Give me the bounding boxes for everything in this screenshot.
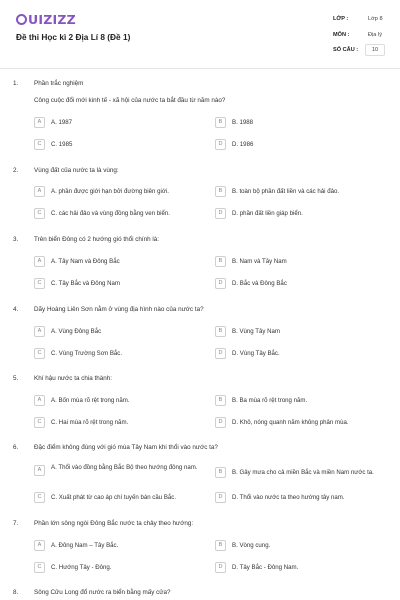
option-a[interactable] — [34, 540, 204, 554]
option-text: C. Hai mùa rõ rệt trong năm. — [51, 419, 129, 426]
question-text: Phần lớn sông ngòi Đông Bắc nước ta chảy theo hướng: — [34, 520, 194, 527]
option-c[interactable] — [34, 562, 204, 576]
option-text: A. Đông Nam – Tây Bắc. — [51, 542, 119, 549]
option-d[interactable] — [215, 208, 385, 222]
question-number: 5. — [13, 375, 19, 382]
option-letter-box: D — [215, 562, 226, 573]
question-count-value: 10 — [371, 47, 379, 53]
option-letter-box: B — [215, 540, 226, 551]
option-text: A. phần được giới hạn bởi đường biên giới. — [51, 188, 169, 195]
option-text: A. Bốn mùa rõ rệt trong năm. — [51, 397, 130, 404]
option-text: D. Khô, nóng quanh năm không phân mùa. — [232, 419, 349, 426]
option-d[interactable] — [215, 492, 385, 506]
option-text: A. Tây Nam và Đông Bắc — [51, 258, 120, 265]
option-d[interactable] — [215, 562, 385, 576]
option-letter-box: D — [215, 348, 226, 359]
question-number: 1. — [13, 80, 19, 87]
option-letter-box: A — [34, 395, 45, 406]
option-letter-box: D — [215, 492, 226, 503]
option-letter-box: A — [34, 465, 45, 476]
option-c[interactable] — [34, 278, 204, 292]
option-c[interactable] — [34, 492, 204, 506]
option-text: A. Thổi vào đồng bằng Bắc Bộ theo hướng đông nam. — [51, 464, 198, 471]
question-number: 2. — [13, 167, 19, 174]
option-c[interactable] — [34, 417, 204, 431]
option-text: B. Gây mưa cho cả miền Bắc và miền Nam nước ta. — [232, 469, 374, 476]
option-text: C. các hải đảo và vùng đồng bằng ven biển. — [51, 210, 170, 217]
option-letter-box: D — [215, 139, 226, 150]
question-text: Đặc điểm không đúng với gió mùa Tây Nam khi thổi vào nước ta? — [34, 444, 218, 451]
option-text: C. 1985 — [51, 141, 73, 148]
option-letter-box: A — [34, 186, 45, 197]
option-text: A. 1987 — [51, 119, 73, 126]
page-title: Đề thi Học kì 2 Địa Lí 8 (Đề 1) — [16, 32, 131, 42]
option-d[interactable] — [215, 348, 385, 362]
question-text: Công cuộc đổi mới kinh tế - xã hội của nước ta bắt đầu từ năm nào? — [34, 97, 226, 104]
option-text: C. Xuất phát từ cao áp chí tuyến bán cầu Bắc. — [51, 494, 177, 501]
header-divider — [0, 68, 400, 69]
subject-info — [333, 32, 388, 38]
question-text: Sông Cửu Long đổ nước ra biển bằng mấy cửa? — [34, 589, 171, 596]
logo-q-icon — [16, 14, 27, 25]
quizizz-logo[interactable] — [16, 12, 76, 27]
option-a[interactable] — [34, 326, 204, 340]
question-count-info — [333, 47, 388, 53]
option-a[interactable] — [34, 465, 204, 479]
option-letter-box: B — [215, 186, 226, 197]
option-b[interactable] — [215, 326, 385, 340]
option-letter-box: B — [215, 395, 226, 406]
option-c[interactable] — [34, 139, 204, 153]
option-a[interactable] — [34, 256, 204, 270]
question-section: Phần trắc nghiệm — [34, 80, 84, 87]
option-text: C. Vùng Trường Sơn Bắc. — [51, 350, 123, 357]
question-text: Khí hậu nước ta chia thành: — [34, 375, 113, 382]
option-letter-box: C — [34, 348, 45, 359]
option-letter-box: A — [34, 540, 45, 551]
question-number: 3. — [13, 236, 19, 243]
class-label: LỚP : — [333, 16, 349, 22]
option-text: C. Hướng Tây - Đông. — [51, 564, 112, 571]
class-info — [333, 16, 388, 22]
subject-label: MÔN : — [333, 32, 350, 38]
option-text: B. Vòng cung. — [232, 542, 271, 549]
question-text: Trên biển Đông có 2 hướng gió thổi chính là: — [34, 236, 160, 243]
question-number: 4. — [13, 306, 19, 313]
option-text: B. toàn bộ phần đất liền và các hải đảo. — [232, 188, 340, 195]
option-letter-box: B — [215, 256, 226, 267]
option-text: D. Vùng Tây Bắc. — [232, 350, 280, 357]
option-a[interactable] — [34, 395, 204, 409]
option-text: D. Thổi vào nước ta theo hướng tây nam. — [232, 494, 345, 501]
option-letter-box: D — [215, 208, 226, 219]
option-b[interactable] — [215, 467, 385, 481]
option-b[interactable] — [215, 186, 385, 200]
option-letter-box: A — [34, 117, 45, 128]
question-text: Dãy Hoàng Liên Sơn nằm ở vùng địa hình nào của nước ta? — [34, 306, 204, 313]
option-letter-box: A — [34, 326, 45, 337]
option-letter-box: D — [215, 278, 226, 289]
option-text: D. Bắc và Đông Bắc — [232, 280, 287, 287]
option-b[interactable] — [215, 540, 385, 554]
option-text: D. Tây Bắc - Đông Nam. — [232, 564, 299, 571]
option-text: B. 1988 — [232, 119, 254, 126]
option-c[interactable] — [34, 208, 204, 222]
class-value: Lớp 8 — [368, 16, 383, 22]
option-b[interactable] — [215, 395, 385, 409]
question-count-box — [365, 44, 385, 56]
option-letter-box: B — [215, 467, 226, 478]
question-number: 7. — [13, 520, 19, 527]
worksheet-header — [0, 0, 400, 66]
question-number: 8. — [13, 589, 19, 596]
option-a[interactable] — [34, 117, 204, 131]
option-text: C. Tây Bắc và Đông Nam — [51, 280, 120, 287]
option-letter-box: C — [34, 139, 45, 150]
option-d[interactable] — [215, 278, 385, 292]
option-d[interactable] — [215, 139, 385, 153]
question-number: 6. — [13, 444, 19, 451]
option-letter-box: A — [34, 256, 45, 267]
option-letter-box: C — [34, 208, 45, 219]
option-letter-box: C — [34, 562, 45, 573]
option-letter-box: C — [34, 492, 45, 503]
option-d[interactable] — [215, 417, 385, 431]
option-text: B. Nam và Tây Nam — [232, 258, 287, 265]
option-b[interactable] — [215, 117, 385, 131]
option-letter-box: C — [34, 417, 45, 428]
option-a[interactable] — [34, 186, 204, 200]
option-letter-box: B — [215, 117, 226, 128]
subject-value: Địa lý — [368, 32, 382, 38]
question-text: Vùng đất của nước ta là vùng: — [34, 167, 119, 174]
option-letter-box: B — [215, 326, 226, 337]
option-c[interactable] — [34, 348, 204, 362]
option-text: D. phần đất liền giáp biển. — [232, 210, 303, 217]
question-count-label: SỐ CÂU : — [333, 47, 359, 53]
option-text: B. Vùng Tây Nam — [232, 328, 280, 335]
option-text: B. Ba mùa rõ rệt trong năm. — [232, 397, 308, 404]
option-text: D. 1986 — [232, 141, 254, 148]
option-letter-box: C — [34, 278, 45, 289]
option-b[interactable] — [215, 256, 385, 270]
option-text: A. Vùng Đông Bắc — [51, 328, 102, 335]
logo-text: UIZIZZ — [28, 12, 76, 27]
option-letter-box: D — [215, 417, 226, 428]
